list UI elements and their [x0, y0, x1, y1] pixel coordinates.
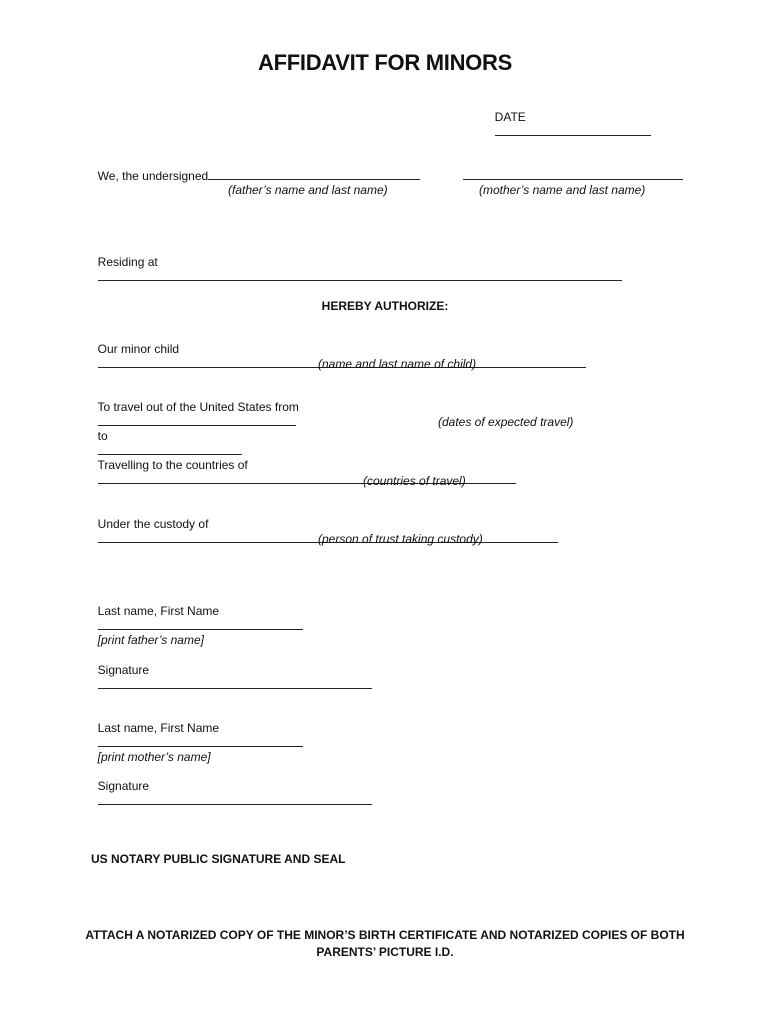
signature2-label: Signature: [97, 779, 150, 793]
father-print-name-field[interactable]: [98, 618, 303, 630]
date-label: DATE: [494, 110, 526, 124]
custody-label: Under the custody of: [97, 517, 209, 531]
father-name-field[interactable]: [208, 168, 420, 180]
father-name-hint: [print father’s name]: [97, 633, 204, 647]
residing-row: [91, 241, 622, 284]
father-signature-row: [91, 649, 372, 692]
father-print-row: [91, 590, 303, 647]
residing-field[interactable]: [98, 269, 622, 281]
undersigned-row: [91, 154, 420, 183]
notary-label: US NOTARY PUBLIC SIGNATURE AND SEAL: [91, 852, 346, 866]
travel-to-label: to: [97, 429, 108, 443]
custody-caption: (person of trust taking custody): [318, 532, 483, 546]
travel-from-field[interactable]: [98, 414, 296, 426]
date-field[interactable]: [495, 124, 651, 136]
mother-name-label: Last name, First Name: [97, 721, 220, 735]
father-name-label: Last name, First Name: [97, 604, 220, 618]
footer-note: ATTACH A NOTARIZED COPY OF THE MINOR’S BIRTH CERTIFICATE AND NOTARIZED COPIES OF BOTH PARENTS’ PICTURE I.D.: [85, 928, 685, 959]
signature-label: Signature: [97, 663, 150, 677]
mother-print-row: [91, 707, 303, 764]
mother-name-hint: [print mother’s name]: [97, 750, 211, 764]
mother-signature-field[interactable]: [98, 793, 372, 805]
undersigned-label: We, the undersigned: [97, 169, 209, 183]
document-title: AFFIDAVIT FOR MINORS: [258, 50, 512, 75]
travel-from-label: To travel out of the United States from: [97, 400, 299, 414]
father-signature-field[interactable]: [98, 677, 372, 689]
father-caption: (father’s name and last name): [228, 183, 388, 197]
date-row: [488, 96, 651, 139]
child-caption: (name and last name of child): [318, 357, 477, 371]
mother-name-line-wrap: [456, 154, 683, 183]
mother-name-field[interactable]: [463, 168, 683, 180]
mother-print-name-field[interactable]: [98, 735, 303, 747]
minor-child-label: Our minor child: [97, 342, 180, 356]
residing-label: Residing at: [97, 255, 158, 269]
mother-caption: (mother’s name and last name): [479, 183, 646, 197]
dates-caption: (dates of expected travel): [438, 415, 574, 429]
authorize-heading: HEREBY AUTHORIZE:: [321, 299, 449, 313]
mother-signature-row: [91, 765, 372, 808]
countries-label: Travelling to the countries of: [97, 458, 248, 472]
countries-caption: (countries of travel): [363, 474, 466, 488]
